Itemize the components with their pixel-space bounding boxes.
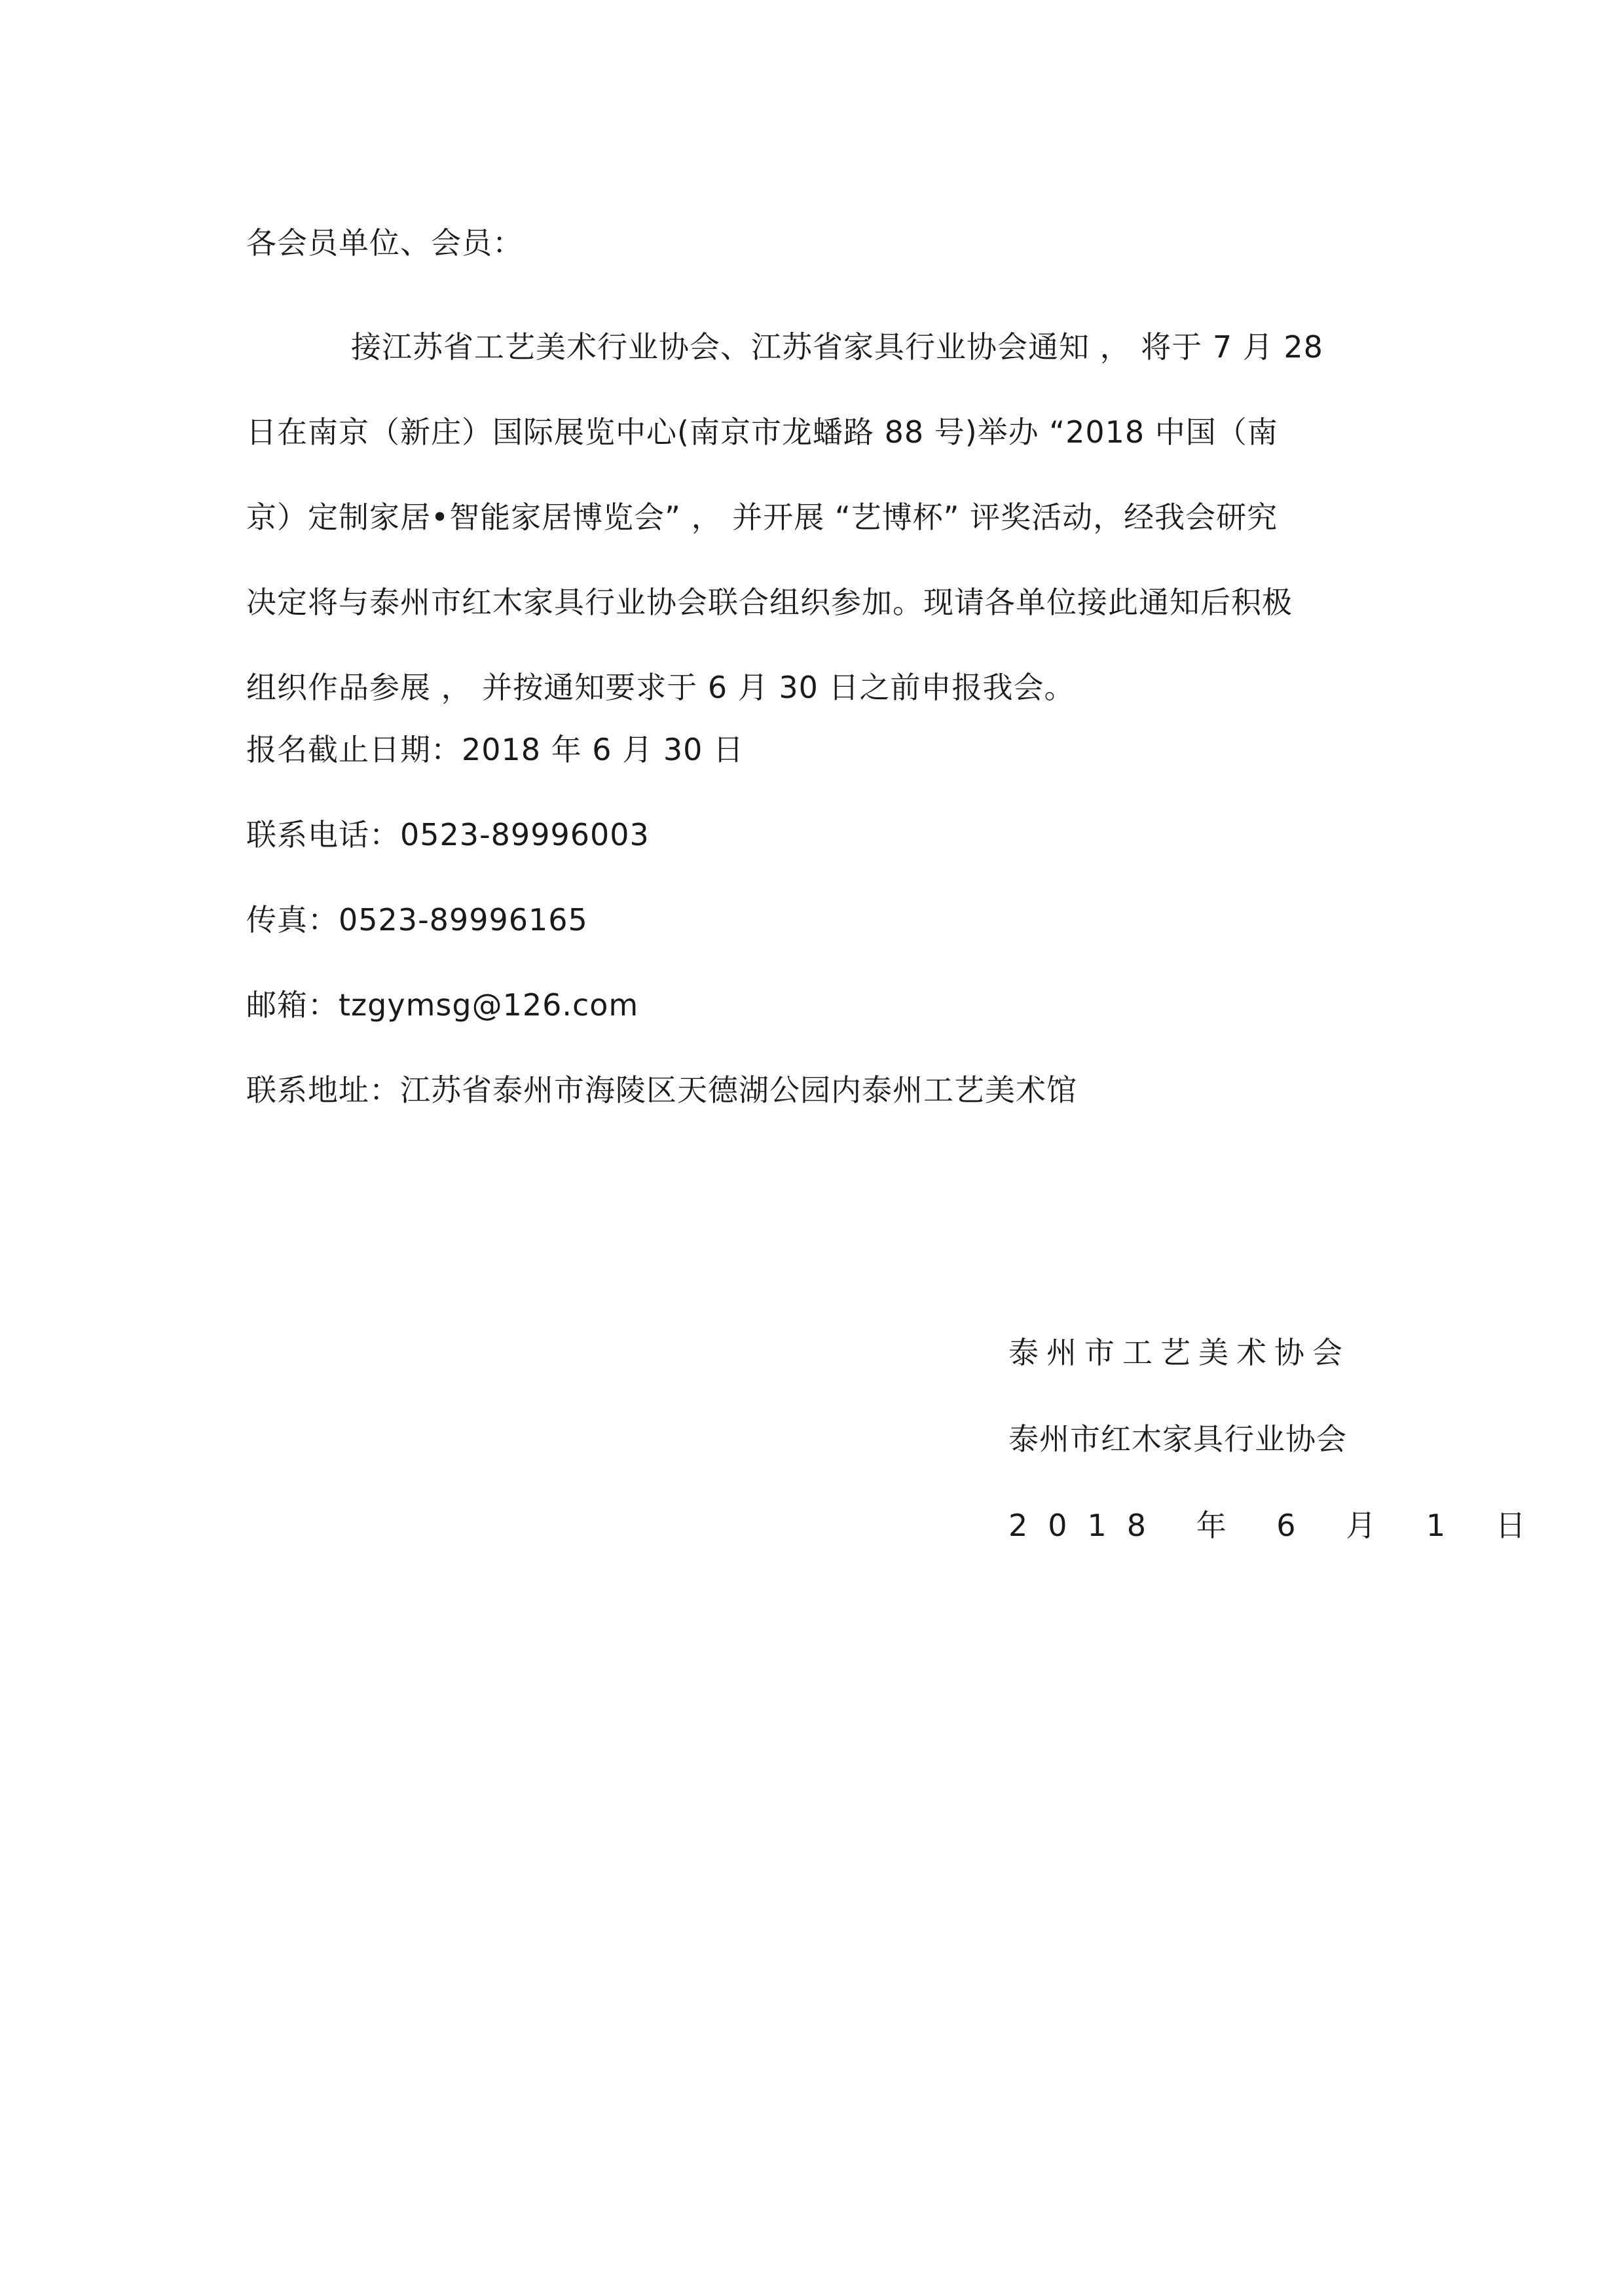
body-line-2: 日在南京（新庄）国际展览中心(南京市龙蟠路 88 号)举办 “2018 中国（南 — [246, 414, 1278, 450]
address-line: 联系地址：江苏省泰州市海陵区天德湖公园内泰州工艺美术馆 — [246, 1072, 1077, 1108]
fax-line: 传真：0523-89996165 — [246, 902, 588, 938]
signature-date: 2018 年 6 月 1 日 — [1008, 1508, 1546, 1543]
email-line: 邮箱：tzgymsg@126.com — [246, 987, 639, 1023]
body-line-4: 决定将与泰州市红木家具行业协会联合组织参加。现请各单位接此通知后积极 — [246, 585, 1293, 620]
body-line-1: 接江苏省工艺美术行业协会、江苏省家具行业协会通知 ， 将于 7 月 28 — [351, 329, 1323, 365]
signature-org-arts-crafts: 泰州市工艺美术协会 — [1008, 1335, 1350, 1370]
salutation: 各会员单位、会员： — [246, 225, 523, 261]
notice-body — [246, 304, 1373, 730]
deadline-line: 报名截止日期：2018 年 6 月 30 日 — [246, 732, 744, 767]
body-line-5: 组织作品参展 ， 并按通知要求于 6 月 30 日之前申报我会。 — [246, 670, 1075, 705]
phone-line: 联系电话：0523-89996003 — [246, 817, 650, 852]
signature-org-furniture: 泰州市红木家具行业协会 — [1008, 1421, 1347, 1457]
contact-info-list — [246, 730, 1077, 1156]
body-line-3: 京）定制家居•智能家居博览会” ， 并开展 “艺博杯” 评奖活动，经我会研究 — [246, 500, 1278, 535]
